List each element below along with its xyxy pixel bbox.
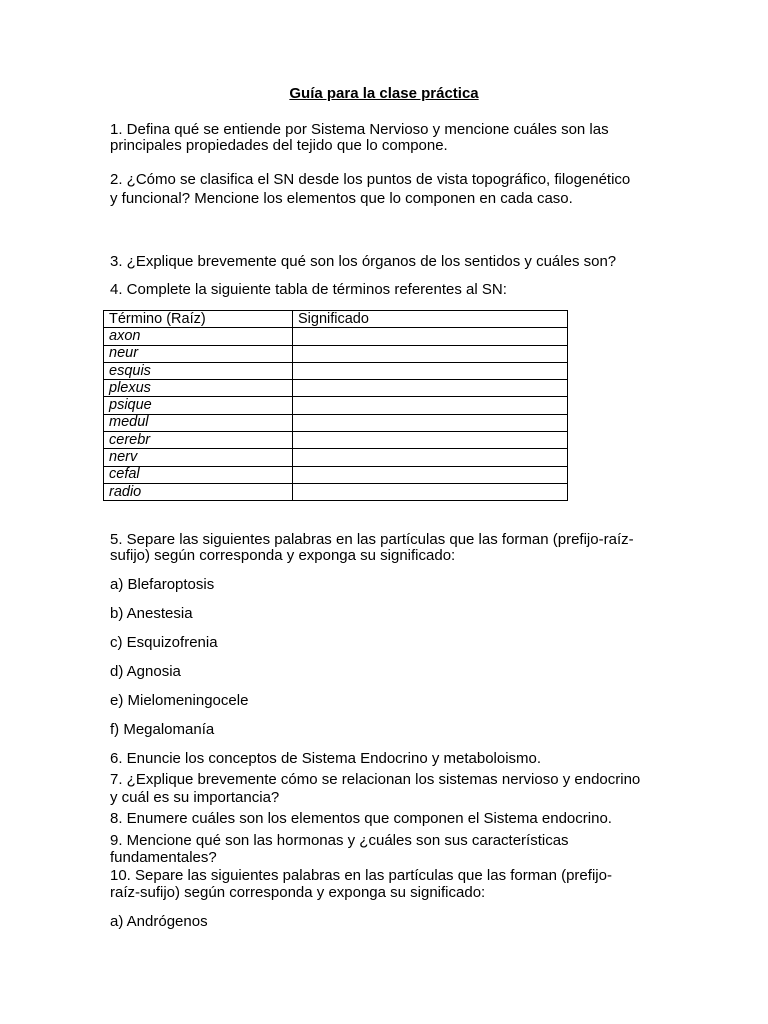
- table-row: [104, 483, 568, 500]
- question-4: 4. Complete la siguiente tabla de términos referentes al SN:: [110, 281, 507, 298]
- term-cell: esquis: [104, 362, 293, 379]
- term-cell: axon: [104, 328, 293, 345]
- page-title: Guía para la clase práctica: [289, 85, 479, 102]
- question-5-item: f) Megalomanía: [110, 721, 215, 738]
- question-5-item: b) Anestesia: [110, 605, 193, 622]
- terms-table: [103, 310, 568, 501]
- header-term: Término (Raíz): [104, 311, 293, 328]
- meaning-cell[interactable]: [293, 466, 568, 483]
- term-cell: neur: [104, 345, 293, 362]
- question-5-item: e) Mielomeningocele: [110, 692, 249, 709]
- question-3: 3. ¿Explique brevemente qué son los órganos de los sentidos y cuáles son?: [110, 253, 617, 270]
- question-9-line-2: fundamentales?: [110, 849, 217, 866]
- question-1-line-1: 1. Defina qué se entiende por Sistema Nervioso y mencione cuáles son las: [110, 121, 609, 138]
- table-row: [104, 414, 568, 431]
- table-header-row: [104, 311, 568, 328]
- question-5-line-1: 5. Separe las siguientes palabras en las partículas que las forman (prefijo-raíz-: [110, 531, 634, 548]
- table-row: [104, 397, 568, 414]
- meaning-cell[interactable]: [293, 328, 568, 345]
- term-cell: radio: [104, 483, 293, 500]
- question-10-item: a) Andrógenos: [110, 913, 208, 930]
- meaning-cell[interactable]: [293, 345, 568, 362]
- meaning-cell[interactable]: [293, 432, 568, 449]
- question-5-item: d) Agnosia: [110, 663, 181, 680]
- question-8: 8. Enumere cuáles son los elementos que componen el Sistema endocrino.: [110, 810, 612, 827]
- table-row: [104, 345, 568, 362]
- question-7-line-1: 7. ¿Explique brevemente cómo se relacionan los sistemas nervioso y endocrino: [110, 771, 641, 788]
- question-10-line-1: 10. Separe las siguientes palabras en las partículas que las forman (prefijo-: [110, 867, 612, 884]
- header-meaning: Significado: [293, 311, 568, 328]
- term-cell: psique: [104, 397, 293, 414]
- question-7-line-2: y cuál es su importancia?: [110, 789, 280, 806]
- term-cell: nerv: [104, 449, 293, 466]
- term-cell: cerebr: [104, 432, 293, 449]
- table-row: [104, 449, 568, 466]
- meaning-cell[interactable]: [293, 362, 568, 379]
- question-5-item: c) Esquizofrenia: [110, 634, 218, 651]
- question-5-item: a) Blefaroptosis: [110, 576, 215, 593]
- term-cell: medul: [104, 414, 293, 431]
- meaning-cell[interactable]: [293, 397, 568, 414]
- table-row: [104, 380, 568, 397]
- question-1-line-2: principales propiedades del tejido que lo compone.: [110, 137, 448, 154]
- table-row: [104, 362, 568, 379]
- table-row: [104, 432, 568, 449]
- meaning-cell[interactable]: [293, 449, 568, 466]
- table-row: [104, 328, 568, 345]
- question-2-line-1: 2. ¿Cómo se clasifica el SN desde los puntos de vista topográfico, filogenético: [110, 171, 631, 188]
- meaning-cell[interactable]: [293, 380, 568, 397]
- meaning-cell[interactable]: [293, 483, 568, 500]
- question-6: 6. Enuncie los conceptos de Sistema Endocrino y metaboloismo.: [110, 750, 542, 767]
- question-5-line-2: sufijo) según corresponda y exponga su significado:: [110, 547, 456, 564]
- question-2-line-2: y funcional? Mencione los elementos que lo componen en cada caso.: [110, 190, 573, 207]
- term-cell: cefal: [104, 466, 293, 483]
- table-row: [104, 466, 568, 483]
- term-cell: plexus: [104, 380, 293, 397]
- question-10-line-2: raíz-sufijo) según corresponda y exponga su significado:: [110, 884, 486, 901]
- question-9-line-1: 9. Mencione qué son las hormonas y ¿cuáles son sus características: [110, 832, 569, 849]
- meaning-cell[interactable]: [293, 414, 568, 431]
